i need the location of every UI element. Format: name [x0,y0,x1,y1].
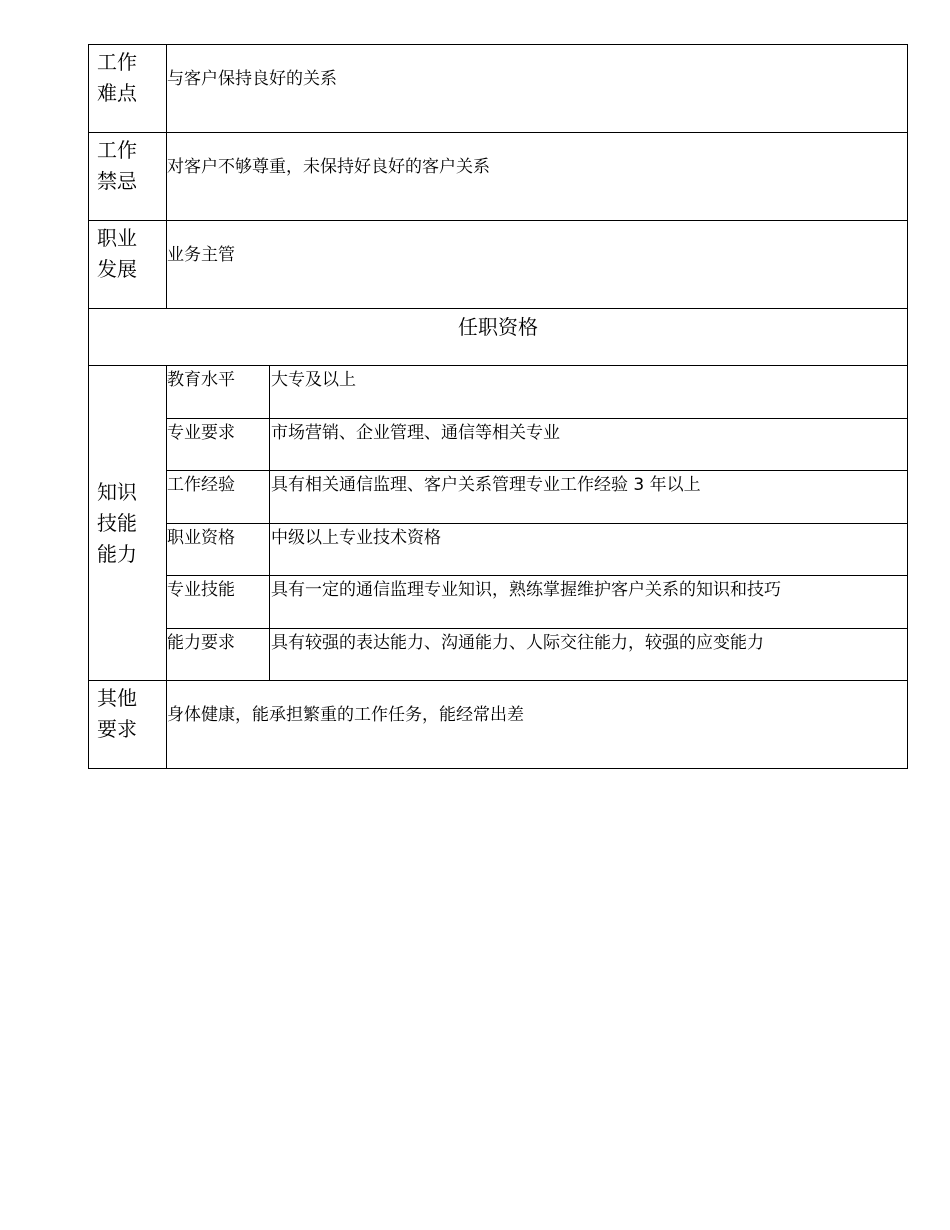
sub-value-abilities: 具有较强的表达能力、沟通能力、人际交往能力，较强的应变能力 [270,628,908,681]
label-line: 能力 [97,541,137,566]
label-career-development [89,221,167,309]
label-work-difficulties [89,45,167,133]
row-work-taboos [89,133,908,221]
label-line: 禁忌 [97,169,137,193]
sub-value-qualification: 中级以上专业技术资格 [270,523,908,576]
label-line: 知识 [97,479,137,504]
sub-label-qualification: 职业资格 [167,523,270,576]
label-line: 技能 [97,510,137,535]
row-knowledge-major [89,418,908,471]
label-line: 其他 [97,686,137,710]
sub-label-major: 专业要求 [167,418,270,471]
sub-value-skills: 具有一定的通信监理专业知识，熟练掌握维护客户关系的知识和技巧 [270,576,908,629]
label-line: 工作 [97,138,137,162]
label-line: 职业 [97,226,137,250]
sub-value-major: 市场营销、企业管理、通信等相关专业 [270,418,908,471]
row-knowledge-abilities [89,628,908,681]
value-other-requirements: 身体健康，能承担繁重的工作任务，能经常出差 [167,681,908,769]
section-title: 任职资格 [89,309,908,366]
label-knowledge-skills [89,366,167,681]
row-section-title [89,309,908,366]
label-line: 工作 [97,50,137,74]
label-line: 难点 [97,81,137,105]
sub-label-education: 教育水平 [167,366,270,419]
label-work-taboos [89,133,167,221]
sub-label-abilities: 能力要求 [167,628,270,681]
row-knowledge-skills [89,576,908,629]
row-work-difficulties [89,45,908,133]
label-line: 要求 [97,717,137,741]
row-knowledge-qualification [89,523,908,576]
row-other-requirements [89,681,908,769]
value-work-difficulties: 与客户保持良好的关系 [167,45,908,133]
sub-label-experience: 工作经验 [167,471,270,524]
value-career-development: 业务主管 [167,221,908,309]
label-line: 发展 [97,257,137,281]
row-knowledge-education [89,366,908,419]
job-description-table [88,44,908,769]
value-work-taboos: 对客户不够尊重，未保持好良好的客户关系 [167,133,908,221]
sub-value-experience: 具有相关通信监理、客户关系管理专业工作经验 3 年以上 [270,471,908,524]
row-knowledge-experience [89,471,908,524]
sub-value-education: 大专及以上 [270,366,908,419]
label-other-requirements [89,681,167,769]
sub-label-skills: 专业技能 [167,576,270,629]
row-career-development [89,221,908,309]
